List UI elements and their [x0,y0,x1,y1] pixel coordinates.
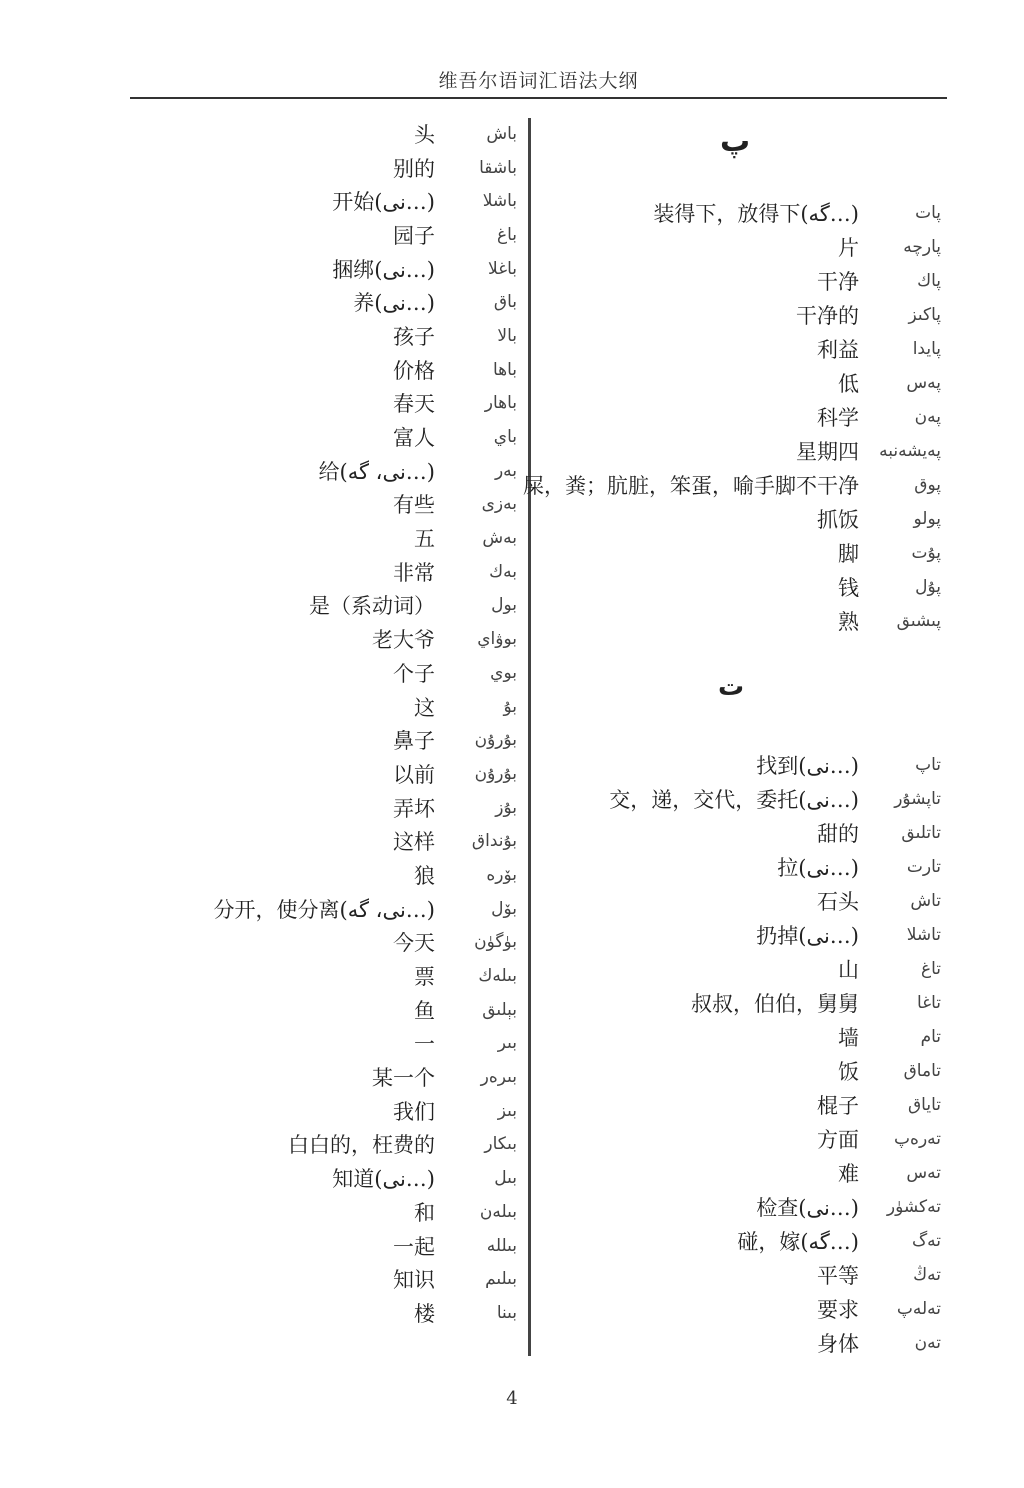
chinese-gloss: 碰，嫁(گە…) [737,1230,859,1254]
uyghur-headword: تاتلىق [901,823,941,843]
uyghur-headword: باها [492,359,517,380]
uyghur-headword: پەيشەنبە [879,441,941,461]
chinese-gloss: 熟 [838,610,859,634]
chinese-gloss: 园子 [393,223,435,248]
uyghur-headword: بېلىق [482,999,517,1020]
chinese-gloss: 价格 [393,358,435,383]
dictionary-entry [609,918,941,952]
uyghur-headword: بۆرە [486,864,517,885]
uyghur-headword: بۇرۇن [474,763,517,784]
dictionary-entry [609,816,941,850]
dictionary-entry [214,791,517,825]
dictionary-entry [523,230,941,264]
uyghur-headword: بەك [489,561,517,582]
dictionary-entry [214,319,517,353]
dictionary-entry [523,536,941,570]
dictionary-entry [609,884,941,918]
running-header: 维吾尔语词汇语法大纲 [438,70,639,92]
chinese-gloss: 扔掉(نى…) [756,924,859,948]
dictionary-entry [214,285,517,319]
uyghur-headword: پۇت [911,543,941,563]
uyghur-headword: بوۋاي [477,629,517,650]
dictionary-entry [214,353,517,387]
uyghur-headword: بۇ [503,696,517,717]
chinese-gloss: 难 [838,1162,859,1186]
uyghur-headword: بىلىم [485,1269,517,1290]
chinese-gloss: 抓饭 [817,508,859,532]
uyghur-headword: تاشلا [906,925,941,945]
uyghur-headword: تەرەپ [894,1129,941,1149]
uyghur-headword: بىللە [486,1235,517,1256]
dictionary-entry [214,690,517,724]
uyghur-headword: بىلەك [478,966,517,987]
chinese-gloss: 有些 [393,493,435,518]
uyghur-headword: بىكار [484,1134,517,1155]
dictionary-entry [214,1262,517,1296]
uyghur-headword: تاپ [915,755,941,775]
chinese-gloss: 白白的，枉费的 [288,1133,435,1158]
uyghur-headword: پوق [914,475,941,495]
uyghur-headword: بىلەن [479,1201,517,1222]
uyghur-headword: تەن [914,1333,941,1353]
dictionary-entry [523,468,941,502]
uyghur-headword: پۇل [915,577,941,597]
uyghur-headword: باغ [496,224,517,245]
chinese-gloss: 孩子 [393,324,435,349]
chinese-gloss: 捆绑(نى…) [332,257,435,282]
chinese-gloss: 干净的 [796,304,859,328]
uyghur-headword: تاغا [917,993,941,1013]
uyghur-headword: باغلا [488,258,517,279]
chinese-gloss: 狼 [414,863,435,888]
chinese-gloss: 饭 [838,1060,859,1084]
uyghur-headword: پارچە [903,237,941,257]
uyghur-headword: بۇنداق [471,831,517,852]
dictionary-entry [214,1128,517,1162]
chinese-gloss: 山 [838,958,859,982]
uyghur-headword: پاك [917,271,941,291]
uyghur-headword: باشلا [482,191,517,212]
uyghur-headword: بۆل [491,898,517,919]
chinese-gloss: 五 [414,527,435,552]
chinese-gloss: 墙 [838,1026,859,1050]
left-column-entries [214,117,517,1330]
uyghur-headword: پەن [914,407,941,427]
dictionary-entry [523,400,941,434]
dictionary-entry [609,1292,941,1326]
uyghur-headword: بۇز [495,797,517,818]
dictionary-entry [609,1190,941,1224]
uyghur-headword: تاغ [920,959,941,979]
dictionary-entry [214,555,517,589]
chinese-gloss: 甜的 [817,822,859,846]
chinese-gloss: 鼻子 [393,729,435,754]
dictionary-entry [214,218,517,252]
uyghur-headword: باھار [484,393,517,414]
chinese-gloss: 楼 [414,1301,435,1326]
dictionary-entry [214,521,517,555]
chinese-gloss: 一起 [393,1234,435,1259]
chinese-gloss: 这样 [393,830,435,855]
header-rule [130,97,947,99]
dictionary-entry [609,1088,941,1122]
page-number: 4 [506,1388,518,1409]
uyghur-headword: بوي [490,662,517,683]
chinese-gloss: 干净 [817,270,859,294]
dictionary-entry [214,723,517,757]
uyghur-headword: تاش [910,891,941,911]
chinese-gloss: 要求 [817,1298,859,1322]
uyghur-headword: باي [493,427,517,448]
dictionary-entry [523,298,941,332]
dictionary-entry [214,993,517,1027]
dictionary-entry [214,959,517,993]
chinese-gloss: 身体 [817,1332,859,1356]
uyghur-headword: پاكىز [908,305,941,325]
chinese-gloss: 今天 [393,931,435,956]
chinese-gloss: 脚 [838,542,859,566]
dictionary-entry [214,1229,517,1263]
uyghur-headword: تاياق [907,1095,941,1115]
section-letter-pe: پ [720,124,751,159]
dictionary-entry [523,434,941,468]
uyghur-headword: بىل [494,1168,517,1189]
chinese-gloss: 春天 [393,392,435,417]
uyghur-headword: پات [915,203,941,223]
dictionary-entry [214,824,517,858]
dictionary-entry [609,1122,941,1156]
chinese-gloss: 以前 [393,762,435,787]
uyghur-headword: باشقا [479,157,517,178]
dictionary-entry [214,1094,517,1128]
chinese-gloss: 交，递，交代，委托(نى…) [609,788,859,812]
dictionary-entry [214,858,517,892]
chinese-gloss: 鱼 [414,998,435,1023]
dictionary-entry [609,1258,941,1292]
dictionary-entry [609,782,941,816]
uyghur-headword: بۈگۈن [474,932,517,953]
dictionary-entry [214,1195,517,1229]
dictionary-entry [214,1060,517,1094]
chinese-gloss: 个子 [393,661,435,686]
dictionary-entry [609,1020,941,1054]
chinese-gloss: 星期四 [796,440,859,464]
dictionary-entry [523,604,941,638]
uyghur-headword: بىنا [496,1302,517,1323]
uyghur-headword: بىرەر [480,1067,517,1088]
chinese-gloss: 知识 [393,1268,435,1293]
dictionary-entry [214,252,517,286]
te-section-entries [609,748,941,1360]
dictionary-entry [214,184,517,218]
dictionary-entry [609,1224,941,1258]
uyghur-headword: تارت [906,857,941,877]
chinese-gloss: 科学 [817,406,859,430]
uyghur-headword: پىشىق [896,611,941,631]
uyghur-headword: تام [920,1027,941,1047]
dictionary-entry [214,1161,517,1195]
chinese-gloss: 低 [838,372,859,396]
uyghur-headword: بەر [494,460,517,481]
dictionary-entry [609,850,941,884]
uyghur-headword: بىر [497,1033,517,1054]
uyghur-headword: تەس [906,1163,941,1183]
chinese-gloss: 平等 [817,1264,859,1288]
chinese-gloss: 方面 [817,1128,859,1152]
chinese-gloss: 棍子 [817,1094,859,1118]
uyghur-headword: پولو [913,509,941,529]
dictionary-entry [609,1156,941,1190]
chinese-gloss: 叔叔，伯伯，舅舅 [691,992,859,1016]
chinese-gloss: 检查(نى…) [756,1196,859,1220]
uyghur-headword: باش [486,123,517,144]
dictionary-entry [523,196,941,230]
dictionary-entry [214,892,517,926]
chinese-gloss: 石头 [817,890,859,914]
uyghur-headword: پايدا [912,339,941,359]
uyghur-headword: تەكشۈر [886,1197,941,1217]
dictionary-entry [214,622,517,656]
dictionary-entry [523,502,941,536]
chinese-gloss: 头 [414,122,435,147]
chinese-gloss: 屎，粪；肮脏，笨蛋，喻手脚不干净 [523,474,859,498]
dictionary-entry [214,656,517,690]
chinese-gloss: 非常 [393,560,435,585]
chinese-gloss: 某一个 [372,1066,435,1091]
dictionary-entry [609,986,941,1020]
dictionary-entry [609,1326,941,1360]
chinese-gloss: 这 [414,695,435,720]
uyghur-headword: باق [493,292,517,313]
uyghur-headword: بۇرۇن [474,730,517,751]
pe-section-entries [523,196,941,638]
dictionary-entry [214,117,517,151]
chinese-gloss: 找到(نى…) [756,754,859,778]
dictionary-entry [214,151,517,185]
chinese-gloss: 开始(نى…) [332,190,435,215]
chinese-gloss: 片 [838,236,859,260]
uyghur-headword: تەڭ [913,1265,941,1285]
uyghur-headword: تاپشۇر [894,789,941,809]
chinese-gloss: 给(نى، گە…) [318,459,435,484]
chinese-gloss: 一 [414,1032,435,1057]
chinese-gloss: 我们 [393,1099,435,1124]
dictionary-entry [214,387,517,421]
uyghur-headword: بول [491,595,517,616]
chinese-gloss: 钱 [838,576,859,600]
chinese-gloss: 装得下，放得下(گە…) [653,202,859,226]
uyghur-headword: بالا [497,325,517,346]
dictionary-entry [214,1027,517,1061]
dictionary-entry [214,420,517,454]
chinese-gloss: 票 [414,965,435,990]
dictionary-entry [214,454,517,488]
dictionary-entry [523,366,941,400]
chinese-gloss: 富人 [393,426,435,451]
uyghur-headword: بىز [497,1100,517,1121]
dictionary-entry [214,488,517,522]
uyghur-headword: بەزى [481,494,517,515]
dictionary-entry [214,1296,517,1330]
chinese-gloss: 别的 [393,156,435,181]
dictionary-entry [523,570,941,604]
uyghur-headword: بەش [482,528,517,549]
dictionary-entry [609,952,941,986]
uyghur-headword: تاماق [903,1061,941,1081]
chinese-gloss: 利益 [817,338,859,362]
chinese-gloss: 和 [414,1200,435,1225]
uyghur-headword: تەگ [911,1231,941,1251]
dictionary-entry [214,926,517,960]
uyghur-headword: تەلەپ [896,1299,941,1319]
dictionary-entry [523,332,941,366]
chinese-gloss: 老大爷 [372,628,435,653]
dictionary-entry [523,264,941,298]
dictionary-entry [609,1054,941,1088]
dictionary-entry [214,757,517,791]
dictionary-entry [609,748,941,782]
chinese-gloss: 拉(نى…) [777,856,859,880]
chinese-gloss: 是（系动词） [309,594,435,619]
uyghur-headword: پەس [906,373,941,393]
chinese-gloss: 知道(نى…) [332,1167,435,1192]
chinese-gloss: 弄坏 [393,796,435,821]
dictionary-entry [214,589,517,623]
chinese-gloss: 养(نى…) [353,291,435,316]
chinese-gloss: 分开，使分离(نى، گە…) [213,897,435,922]
section-letter-te: ت [718,672,745,702]
